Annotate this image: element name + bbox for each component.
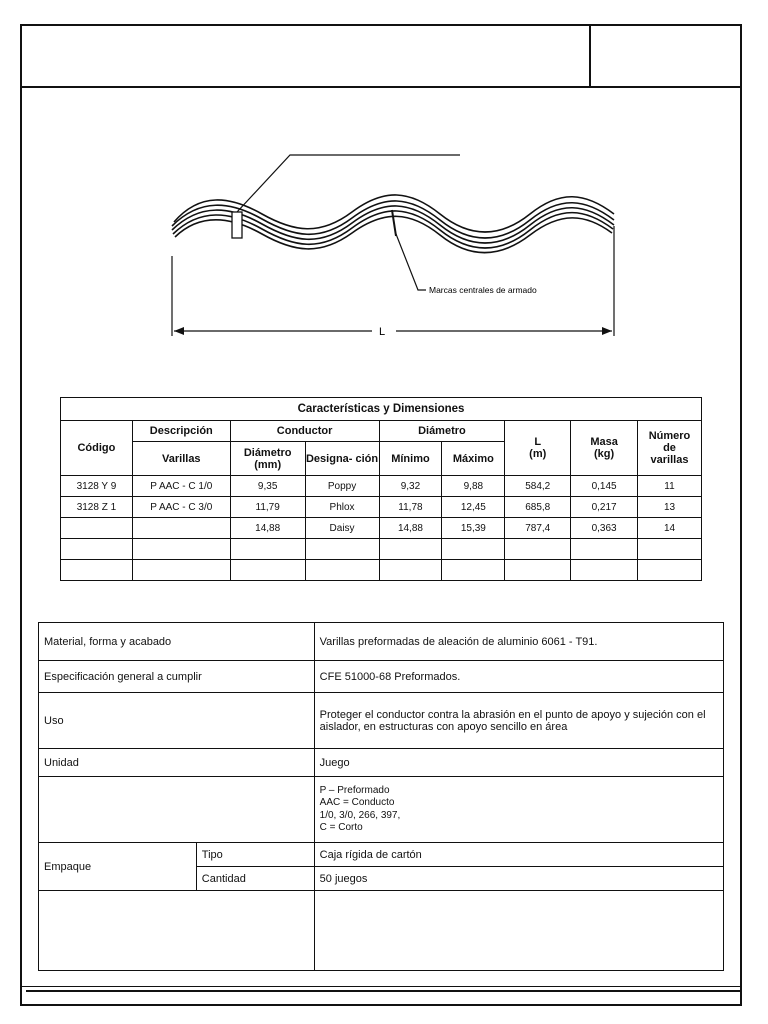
spec-label: Especificación general a cumplir	[39, 661, 315, 693]
empty-cell-left	[39, 891, 315, 971]
header-conductor: Conductor	[230, 421, 379, 442]
info-row-uso	[39, 693, 724, 749]
cantidad-value: 50 juegos	[314, 867, 723, 891]
table-row: 3128 Y 9 P AAC - C 1/0 9,35 Poppy 9,32 9,88 584,2 0,145 11	[61, 476, 702, 497]
tipo-value: Caja rígida de cartón	[314, 843, 723, 867]
header-masa: Masa (kg)	[571, 421, 638, 476]
table-row: 3128 Z 1 P AAC - C 3/0 11,79 Phlox 11,78 12,45 685,8 0,217 13	[61, 497, 702, 518]
header-maximo: Máximo	[442, 442, 505, 476]
legend-label-empty	[39, 777, 315, 843]
table-row: 14,88 Daisy 14,88 15,39 787,4 0,363 14	[61, 518, 702, 539]
info-table	[38, 622, 724, 971]
specs-table-caption: Características y Dimensiones	[61, 398, 702, 421]
footer-divider-thick	[26, 990, 742, 992]
info-row-legend	[39, 777, 724, 843]
callout-leader-line	[396, 234, 426, 290]
legend-line: P – Preformado	[319, 784, 390, 796]
info-row-unidad	[39, 749, 724, 777]
header-codigo: Código	[61, 421, 133, 476]
material-label: Material, forma y acabado	[39, 623, 315, 661]
header-varillas: Varillas	[132, 442, 230, 476]
legend-line: C = Corto	[319, 822, 363, 833]
center-mark-line	[392, 210, 396, 236]
specs-table	[60, 397, 702, 581]
table-row	[61, 539, 702, 560]
footer-divider	[20, 986, 742, 987]
info-row-material	[39, 623, 724, 661]
info-row-empaque-tipo	[39, 843, 724, 867]
table-row	[61, 560, 702, 581]
info-row-empty	[39, 891, 724, 971]
cantidad-label: Cantidad	[196, 867, 314, 891]
header-descripcion: Descripción	[132, 421, 230, 442]
spec-value: CFE 51000-68 Preformados.	[314, 661, 723, 693]
dimension-label: L	[379, 326, 386, 338]
legend-line: 1/0, 3/0, 266, 397,	[319, 809, 401, 821]
header-minimo: Mínimo	[379, 442, 442, 476]
tipo-label: Tipo	[196, 843, 314, 867]
center-mark-band	[232, 212, 242, 238]
uso-label: Uso	[39, 693, 315, 749]
preformed-rod-drawing	[0, 0, 768, 390]
header-numero-varillas: Número de varillas	[638, 421, 702, 476]
header-diametro-mm: Diámetro (mm)	[230, 442, 305, 476]
legend-line: AAC = Conducto	[319, 797, 395, 808]
uso-value: Proteger el conductor contra la abrasión en el punto de apoyo y sujeción con el aislador, en estructuras con apoyo sencillo en área	[314, 693, 723, 749]
top-leader-line	[237, 155, 460, 212]
unidad-value: Juego	[314, 749, 723, 777]
material-value: Varillas preformadas de aleación de aluminio 6061 - T91.	[314, 623, 723, 661]
empaque-label: Empaque	[39, 843, 197, 891]
specs-table-body	[61, 476, 702, 581]
header-designacion: Designa- ción	[305, 442, 379, 476]
callout-label: Marcas centrales de armado	[429, 285, 537, 295]
info-row-spec	[39, 661, 724, 693]
empty-cell-right	[314, 891, 723, 971]
header-l: L (m)	[505, 421, 571, 476]
code-legend	[314, 777, 723, 843]
unidad-label: Unidad	[39, 749, 315, 777]
dimension-arrow-right	[602, 327, 612, 335]
dimension-arrow-left	[174, 327, 184, 335]
header-diametro: Diámetro	[379, 421, 505, 442]
